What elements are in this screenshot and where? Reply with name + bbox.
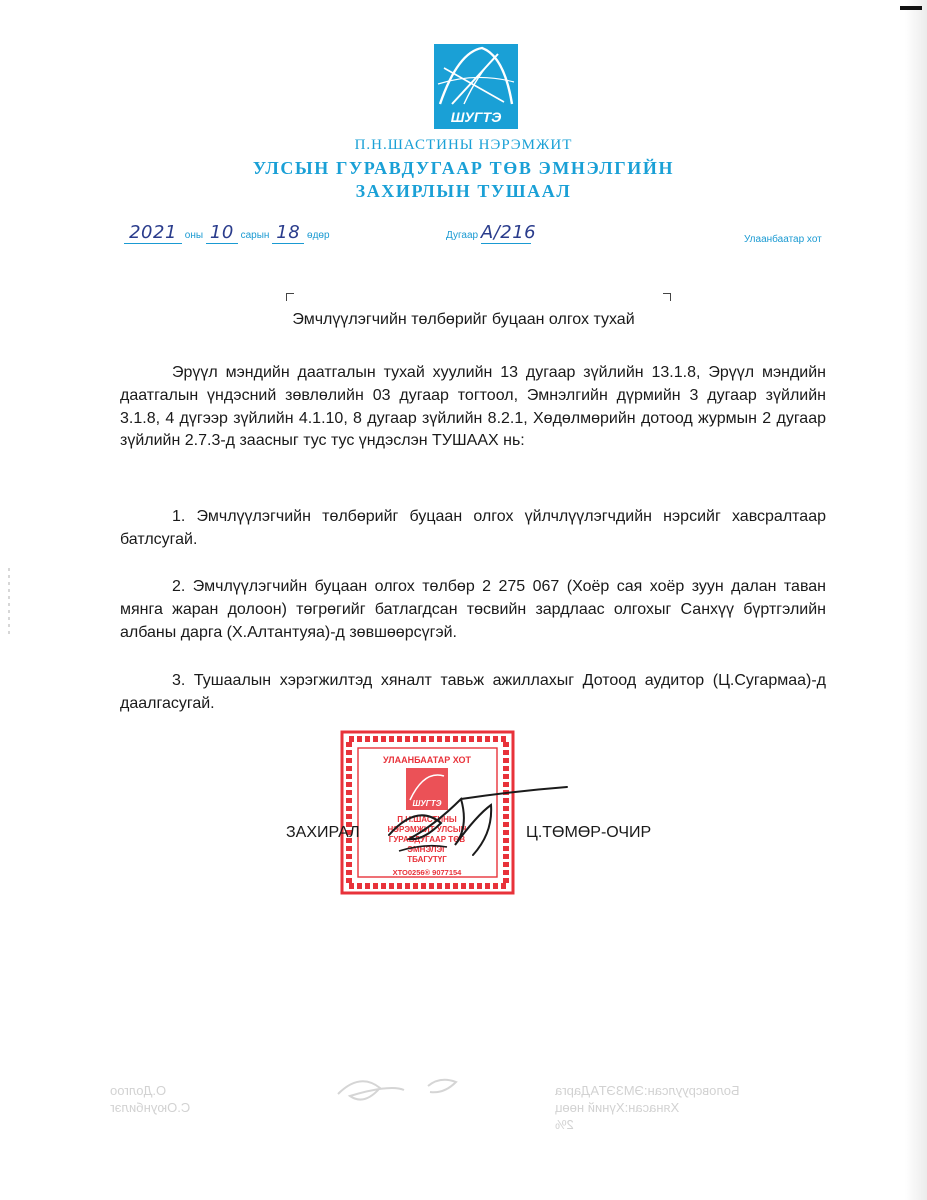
svg-text:П.Н.ШАСТИНЫ: П.Н.ШАСТИНЫ: [397, 815, 457, 824]
svg-text:ТБАГУТҮГ: ТБАГУТҮГ: [407, 855, 447, 864]
header-line-3: ЗАХИРЛЫН ТУШААЛ: [355, 181, 572, 201]
bleed-through-signature: [330, 1066, 470, 1116]
svg-text:УЛААНБААТАР ХОТ: УЛААНБААТАР ХОТ: [383, 755, 471, 765]
svg-text:НЭРЭМЖИТ УЛСЫН: НЭРЭМЖИТ УЛСЫН: [387, 825, 467, 834]
svg-text:ЭМНЭЛЭГ: ЭМНЭЛЭГ: [407, 845, 447, 854]
scan-edge-mark: [900, 6, 922, 10]
number-label: Дугаар: [446, 230, 479, 241]
bleed-through-right: О.Долгоо С.Оюунбилэг: [110, 1083, 191, 1115]
header-line-2: УЛСЫН ГУРАВДУГААР ТӨВ ЭМНЭЛГИЙН: [252, 158, 675, 178]
year-label: оны: [184, 230, 204, 241]
number-row: [446, 222, 537, 244]
svg-text:ГУРАВДУГААР ТӨВ: ГУРАВДУГААР ТӨВ: [388, 835, 466, 844]
month-label: сарын: [240, 230, 270, 241]
subject-corner-left: [286, 293, 294, 301]
day-field: 18: [272, 222, 304, 244]
bleed-through-left: Боловсруулсан:ЭМЗЭТАДарга Хянасан:Хүний нөөц 2%: [555, 1083, 740, 1132]
date-row: [124, 222, 330, 244]
header-line-1: П.Н.ШАСТИНЫ НЭРЭМЖИТ: [354, 137, 573, 153]
day-label: өдөр: [307, 230, 330, 241]
city-label: Улаанбаатар хот: [744, 234, 822, 245]
hospital-logo: [434, 44, 518, 129]
subject-corner-right: [663, 293, 671, 301]
number-field: А/216: [480, 222, 537, 243]
logo-text: ШУГТЭ: [450, 109, 502, 125]
scan-speckles: [8, 568, 10, 638]
order-item-1: 1. Эмчлүүлэгчийн төлбөрийг буцаан олгох үйлчлүүлэгчдийн нэрсийг хавсралтаар батлсугай.: [120, 508, 826, 548]
director-signature: [365, 785, 575, 870]
year-field: 2021: [124, 222, 182, 244]
order-subject: Эмчлүүлэгчийн төлбөрийг буцаан олгох тухай: [292, 311, 635, 328]
order-item-2: 2. Эмчлүүлэгчийн буцаан олгох төлбөр 2 275 067 (Хоёр сая хоёр зуун далан таван мянга жаран долоон) төгрөгийг батлагдсан төсвийн зардлаас олгохыг Санхүү бүртгэлийн албаны дарга (Х.Алтантуяа)-д зөвшөөрсүгэй.: [120, 578, 826, 641]
svg-text:ШУГТЭ: ШУГТЭ: [412, 799, 442, 808]
signature-name: Ц.ТӨМӨР-ОЧИР: [526, 824, 652, 841]
preamble-paragraph: Эрүүл мэндийн даатгалын тухай хуулийн 13 дугаар зүйлийн 13.1.8, Эрүүл мэндийн даатгалын үндэсний зөвлөлийн 03 дугаар тогтоол, Эмнэлгийн дүрмийн 3 дугаар зүйлийн 3.1.8, 4 дүгээр зүйлийн 4.1.10, 8 дугаар зүйлийн 8.2.1, Хөдөлмөрийн дотоод журмын 2 дугаар зүйлийн 2.7.3-д заасныг тус тус үндэслэн ТУШААХ нь:: [120, 364, 826, 450]
order-item-3: 3. Тушаалын хэрэгжилтэд хяналт тавьж ажиллахыг Дотоод аудитор (Ц.Сугармаа)-д даалгасугай.: [120, 672, 826, 712]
month-field: 10: [206, 222, 238, 244]
signature-title: ЗАХИРАЛ: [286, 824, 360, 841]
scan-edge-shadow: [905, 0, 927, 1200]
svg-text:ХТО0256® 9077154: ХТО0256® 9077154: [392, 868, 462, 877]
